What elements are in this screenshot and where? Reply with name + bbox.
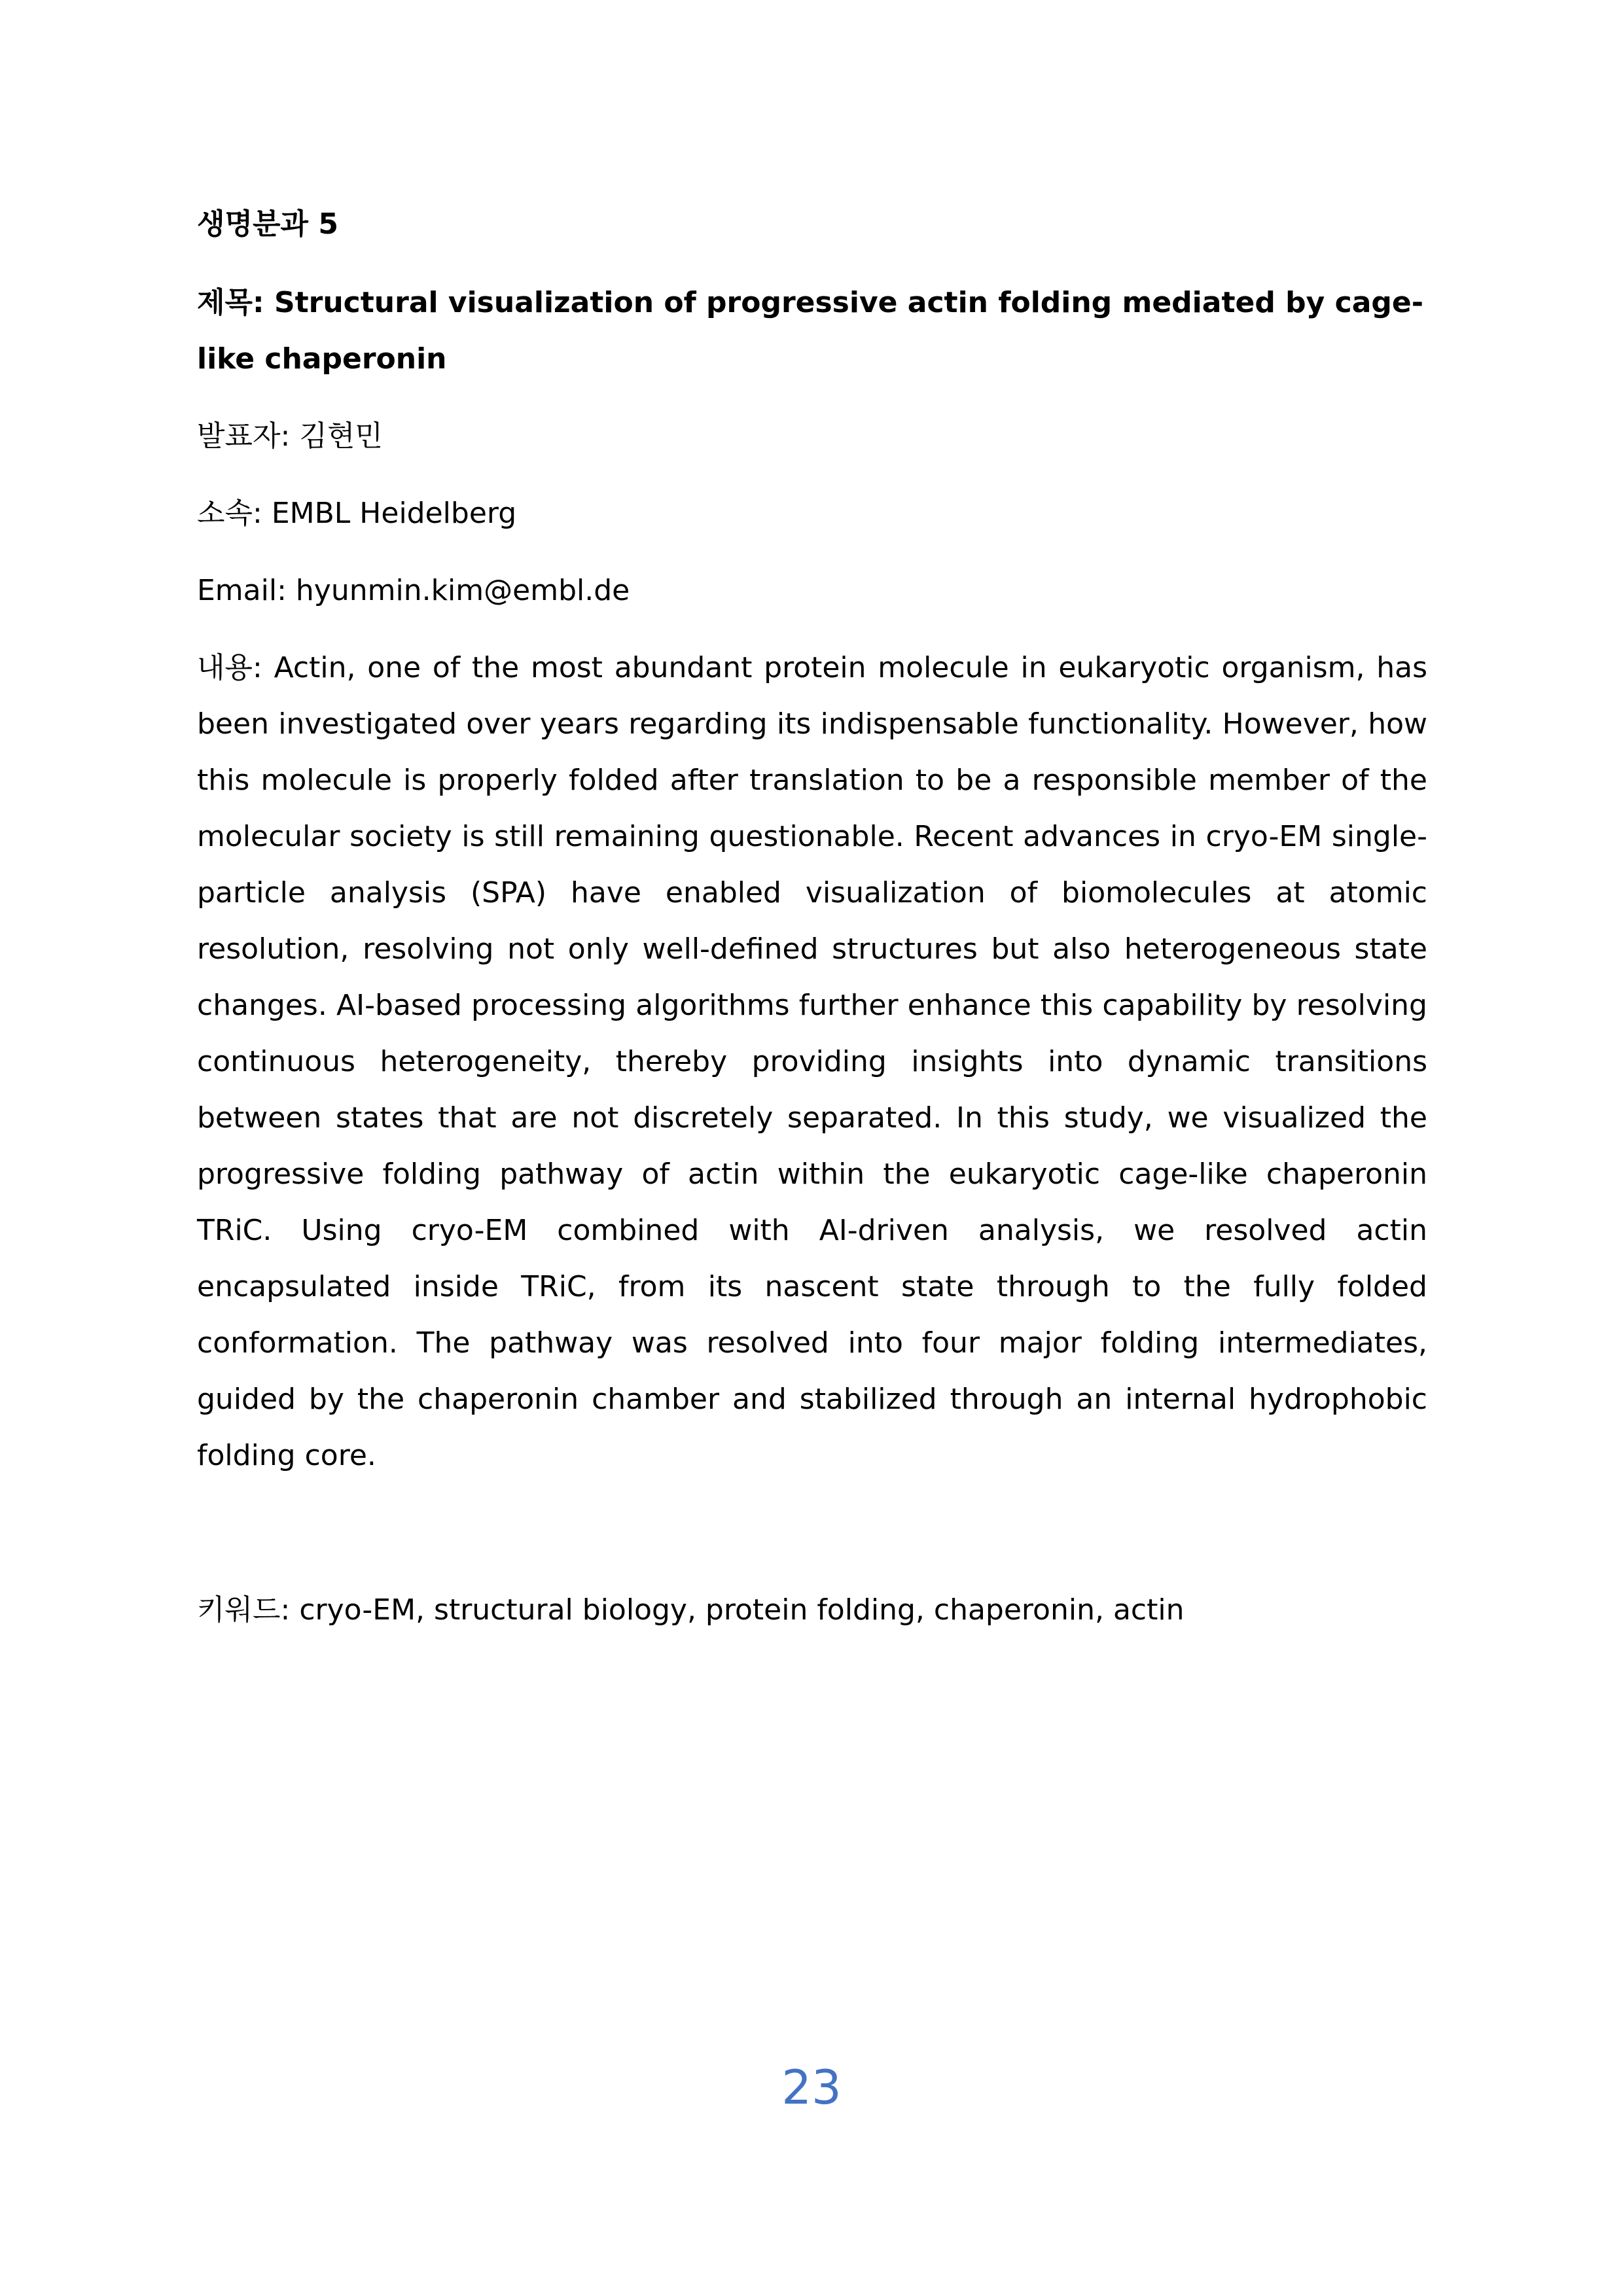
keywords-value: cryo-EM, structural biology, protein folding, chaperonin, actin: [299, 1593, 1185, 1627]
email-line: [197, 563, 1427, 619]
affiliation-label: 소속:: [197, 497, 262, 530]
email-value: hyunmin.kim@embl.de: [295, 574, 630, 607]
keywords-label: 키워드:: [197, 1593, 291, 1627]
keywords-line: [197, 1582, 1427, 1638]
email-label: Email:: [197, 574, 287, 607]
section-heading: 생명분과 5: [197, 207, 338, 241]
presenter-label: 발표자:: [197, 419, 291, 453]
title-label: 제목:: [197, 286, 264, 319]
affiliation-value: EMBL Heidelberg: [271, 497, 517, 530]
abstract-paragraph: [197, 640, 1427, 1484]
abstract-entry: [197, 196, 1427, 1638]
title-text: Structural visualization of progressive actin folding mediated by cage-like chaperonin: [197, 286, 1424, 376]
presenter-name: 김현민: [299, 419, 383, 453]
affiliation-line: [197, 486, 1427, 542]
presenter-line: [197, 408, 1427, 465]
abstract-text: Actin, one of the most abundant protein molecule in eukaryotic organism, has been investigated over years regarding its indispensable functionality. However, how this molecule is properly folded after translation to be a responsible member of the molecular society is still remaining questionable. Recent advances in cryo-EM single-particle analysis (SPA) have enabled visualization of biomolecules at atomic resolution, resolving not only well-defined structures but also heterogeneous state changes. AI-based processing algorithms further enhance this capability by resolving continuous heterogeneity, thereby providing insights into dynamic transitions between states that are not discretely separated. In this study, we visualized the progressive folding pathway of actin within the eukaryotic cage-like chaperonin TRiC. Using cryo-EM combined with AI-driven analysis, we resolved actin encapsulated inside TRiC, from its nascent state through to the fully folded conformation. The pathway was resolved into four major folding intermediates, guided by the chaperonin chamber and stabilized through an internal hydrophobic folding core.: [197, 651, 1427, 1472]
abstract-label: 내용:: [197, 651, 262, 684]
title-line: [197, 275, 1427, 387]
page-number: 23: [781, 2060, 842, 2115]
